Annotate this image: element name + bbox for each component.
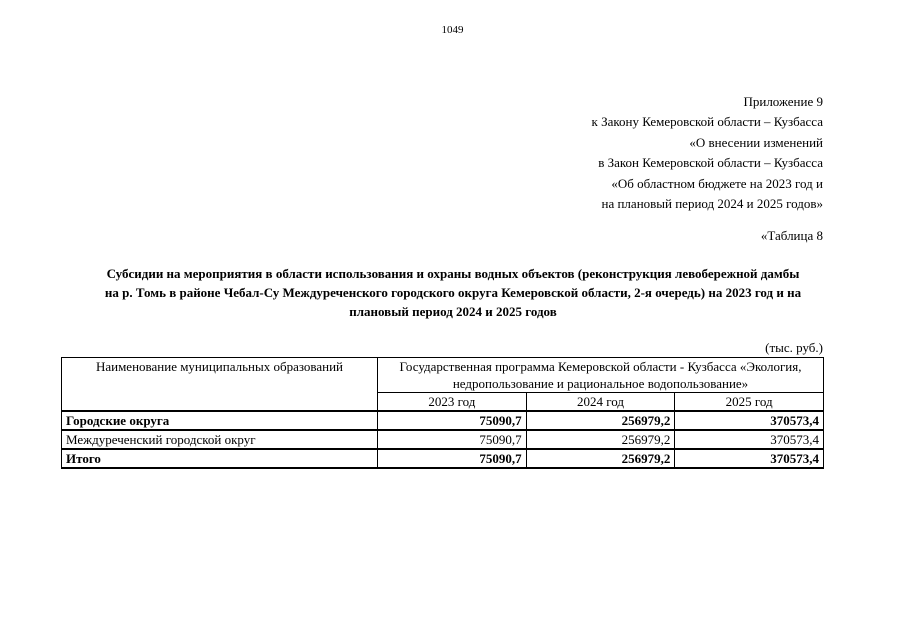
row-value: 370573,4 [675, 430, 824, 449]
header-year: 2023 год [378, 393, 527, 412]
table-label: «Таблица 8 [760, 228, 823, 243]
appendix-line: «О внесении изменений [689, 134, 823, 150]
row-value: 75090,7 [378, 449, 527, 468]
header-program: Государственная программа Кемеровской области - Кузбасса «Экология, недропользование и рациональное водопользование» [378, 358, 824, 393]
document-title [62, 264, 844, 321]
row-value: 256979,2 [526, 411, 675, 430]
page-number: 1049 [441, 24, 464, 36]
appendix-block [592, 92, 824, 214]
units-label: (тыс. руб.) [765, 340, 823, 355]
table-header-row [62, 358, 824, 393]
row-value: 256979,2 [526, 430, 675, 449]
appendix-line: на плановый период 2024 и 2025 годов» [601, 196, 823, 212]
row-value: 75090,7 [378, 411, 527, 430]
row-value: 370573,4 [675, 449, 824, 468]
title-line: Субсидии на мероприятия в области использования и охраны водных объектов (реконструкция левобережной дамбы [106, 266, 800, 281]
table-row [62, 449, 824, 468]
title-line: на р. Томь в районе Чебал-Су Междуреченского городского округа Кемеровской области, 2-я очередь) на 2023 год и на [104, 285, 802, 300]
appendix-line: «Об областном бюджете на 2023 год и [611, 175, 823, 191]
row-name: Городские округа [62, 411, 378, 430]
table-row [62, 430, 824, 449]
row-name: Итого [62, 449, 378, 468]
row-value: 370573,4 [675, 411, 824, 430]
row-value: 75090,7 [378, 430, 527, 449]
appendix-line: к Закону Кемеровской области – Кузбасса [591, 114, 823, 130]
subsidy-table [61, 357, 824, 469]
header-year: 2024 год [526, 393, 675, 412]
row-value: 256979,2 [526, 449, 675, 468]
header-municipality: Наименование муниципальных образований [62, 358, 378, 412]
title-line: плановый период 2024 и 2025 годов [349, 304, 557, 319]
row-name: Междуреченский городской округ [62, 430, 378, 449]
appendix-line: Приложение 9 [743, 94, 823, 109]
table-row [62, 411, 824, 430]
appendix-line: в Закон Кемеровской области – Кузбасса [598, 155, 823, 171]
header-year: 2025 год [675, 393, 824, 412]
